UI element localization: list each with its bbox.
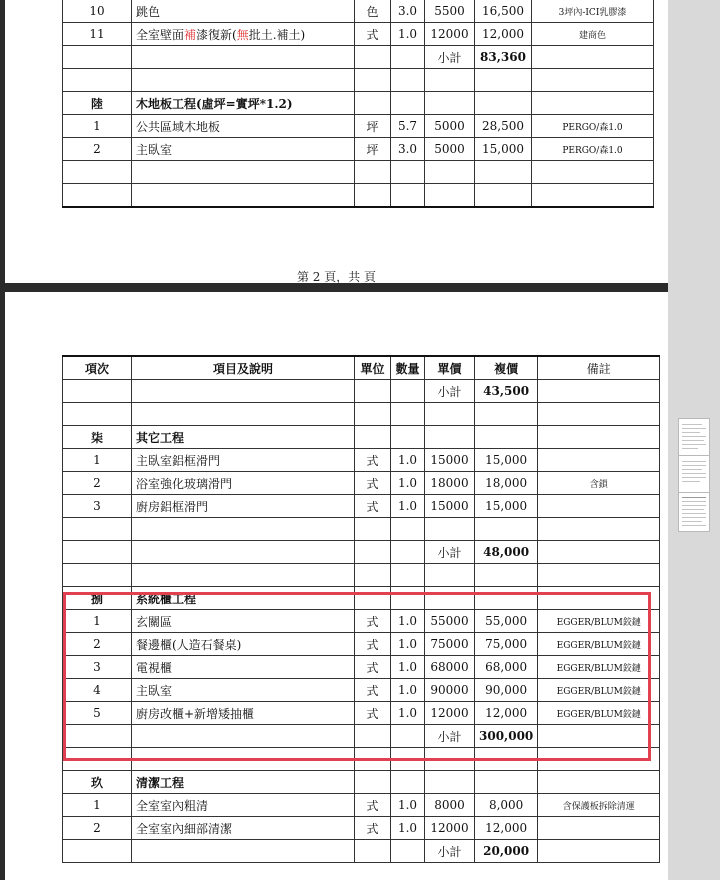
quote-table-page2	[62, 355, 660, 863]
unit-cell: 式	[355, 23, 391, 46]
total-cell: 15,000	[475, 495, 538, 518]
qty-cell: 1.0	[391, 495, 425, 518]
note-cell: 含鎖	[538, 472, 660, 495]
quote-table-page1	[62, 0, 654, 208]
item-desc: 全室室內細部清潔	[132, 817, 355, 840]
subtotal-value: 300,000	[475, 725, 538, 748]
table-row	[63, 449, 660, 472]
note-cell: EGGER/BLUM鉸鏈	[538, 702, 660, 725]
total-cell: 15,000	[475, 138, 532, 161]
total-cell: 55,000	[475, 610, 538, 633]
document-page-1	[5, 0, 668, 283]
note-cell: PERGO/森1.0	[532, 115, 654, 138]
item-desc: 主臥室鋁框滑門	[132, 449, 355, 472]
item-desc: 餐邊櫃(人造石餐桌)	[132, 633, 355, 656]
unit-cell: 坪	[355, 115, 391, 138]
qty-cell: 1.0	[391, 679, 425, 702]
subtotal-value: 48,000	[475, 541, 538, 564]
price-cell: 8000	[425, 794, 475, 817]
header-unit: 單位	[355, 356, 391, 380]
subtotal-label: 小計	[425, 725, 475, 748]
header-item: 項目及說明	[132, 356, 355, 380]
page-thumbnail-current[interactable]	[678, 492, 710, 532]
qty-cell: 1.0	[391, 794, 425, 817]
subtotal-row	[63, 541, 660, 564]
page-thumbnail-sidebar[interactable]	[668, 0, 720, 880]
qty-cell: 1.0	[391, 656, 425, 679]
table-row	[63, 138, 654, 161]
item-desc: 電視櫃	[132, 656, 355, 679]
table-row	[63, 633, 660, 656]
total-cell: 8,000	[475, 794, 538, 817]
price-cell: 12000	[425, 702, 475, 725]
unit-cell: 色	[355, 0, 391, 23]
subtotal-value: 20,000	[475, 840, 538, 863]
subtotal-label: 小計	[425, 46, 475, 69]
blank-row	[63, 403, 660, 426]
table-row	[63, 0, 654, 23]
unit-cell: 式	[355, 656, 391, 679]
section-no: 捌	[63, 587, 132, 610]
unit-cell: 坪	[355, 138, 391, 161]
header-price: 單價	[425, 356, 475, 380]
note-cell: EGGER/BLUM鉸鏈	[538, 656, 660, 679]
qty-cell: 1.0	[391, 472, 425, 495]
subtotal-value: 43,500	[475, 380, 538, 403]
item-no: 3	[63, 495, 132, 518]
page-thumbnail[interactable]	[678, 418, 710, 458]
item-no: 4	[63, 679, 132, 702]
table-row	[63, 495, 660, 518]
qty-cell: 1.0	[391, 817, 425, 840]
price-cell: 5000	[425, 115, 475, 138]
header-note: 備註	[538, 356, 660, 380]
unit-cell: 式	[355, 472, 391, 495]
item-desc: 浴室強化玻璃滑門	[132, 472, 355, 495]
subtotal-label: 小計	[425, 840, 475, 863]
blank-row	[63, 564, 660, 587]
qty-cell: 1.0	[391, 23, 425, 46]
price-cell: 5500	[425, 0, 475, 23]
page-footer: 第 2 頁，共 頁	[296, 270, 377, 283]
price-cell: 5000	[425, 138, 475, 161]
total-cell: 12,000	[475, 817, 538, 840]
total-cell: 16,500	[475, 0, 532, 23]
total-cell: 28,500	[475, 115, 532, 138]
section-title: 系統櫃工程	[132, 587, 355, 610]
blank-row	[63, 161, 654, 184]
qty-cell: 1.0	[391, 633, 425, 656]
section-row	[63, 771, 660, 794]
unit-cell: 式	[355, 633, 391, 656]
item-no: 1	[63, 794, 132, 817]
desc-part: 批土.補土)	[248, 27, 306, 42]
item-desc: 廚房鋁框滑門	[132, 495, 355, 518]
price-cell: 15000	[425, 495, 475, 518]
subtotal-row	[63, 725, 660, 748]
table-row	[63, 817, 660, 840]
qty-cell: 5.7	[391, 115, 425, 138]
unit-cell: 式	[355, 610, 391, 633]
total-cell: 12,000	[475, 23, 532, 46]
total-cell: 75,000	[475, 633, 538, 656]
unit-cell: 式	[355, 449, 391, 472]
table-row	[63, 472, 660, 495]
section-row	[63, 92, 654, 115]
total-cell: 15,000	[475, 449, 538, 472]
table-row	[63, 610, 660, 633]
note-cell	[538, 495, 660, 518]
item-no: 3	[63, 656, 132, 679]
item-no: 2	[63, 138, 132, 161]
header-no: 項次	[63, 356, 132, 380]
blank-row	[63, 518, 660, 541]
qty-cell: 1.0	[391, 610, 425, 633]
item-no: 1	[63, 115, 132, 138]
unit-cell: 式	[355, 817, 391, 840]
total-cell: 68,000	[475, 656, 538, 679]
qty-cell: 1.0	[391, 702, 425, 725]
header-total: 複價	[475, 356, 538, 380]
note-cell	[538, 817, 660, 840]
qty-cell: 3.0	[391, 138, 425, 161]
section-title: 清潔工程	[132, 771, 355, 794]
unit-cell: 式	[355, 679, 391, 702]
table-row	[63, 794, 660, 817]
section-no: 陸	[63, 92, 132, 115]
section-no: 柒	[63, 426, 132, 449]
item-no: 2	[63, 633, 132, 656]
price-cell: 68000	[425, 656, 475, 679]
header-row	[63, 356, 660, 380]
note-cell	[538, 449, 660, 472]
note-cell: EGGER/BLUM鉸鏈	[538, 633, 660, 656]
item-no: 11	[63, 23, 132, 46]
page-thumbnail[interactable]	[678, 455, 710, 495]
item-desc: 廚房改櫃+新增矮抽櫃	[132, 702, 355, 725]
desc-part: 全室壁面	[136, 27, 185, 42]
table-row	[63, 23, 654, 46]
item-no: 2	[63, 472, 132, 495]
note-cell: EGGER/BLUM鉸鏈	[538, 679, 660, 702]
note-cell: 3坪內-ICI乳膠漆	[532, 0, 654, 23]
item-desc: 主臥室	[132, 138, 355, 161]
section-title: 木地板工程(虛坪=實坪*1.2)	[132, 92, 355, 115]
subtotal-row	[63, 46, 654, 69]
total-cell: 90,000	[475, 679, 538, 702]
blank-row	[63, 748, 660, 771]
price-cell: 12000	[425, 23, 475, 46]
total-cell: 12,000	[475, 702, 538, 725]
section-no: 玖	[63, 771, 132, 794]
note-cell: 建商色	[532, 23, 654, 46]
unit-cell: 式	[355, 495, 391, 518]
price-cell: 75000	[425, 633, 475, 656]
blank-row	[63, 184, 654, 208]
unit-cell: 式	[355, 702, 391, 725]
price-cell: 18000	[425, 472, 475, 495]
item-desc: 主臥室	[132, 679, 355, 702]
item-desc: 全室室內粗清	[132, 794, 355, 817]
subtotal-row	[63, 380, 660, 403]
section-row	[63, 426, 660, 449]
item-desc	[132, 23, 355, 46]
subtotal-value: 83,360	[475, 46, 532, 69]
total-cell: 18,000	[475, 472, 538, 495]
price-cell: 90000	[425, 679, 475, 702]
section-title: 其它工程	[132, 426, 355, 449]
desc-part-red: 無	[236, 27, 249, 42]
item-no: 1	[63, 610, 132, 633]
item-no: 5	[63, 702, 132, 725]
qty-cell: 1.0	[391, 449, 425, 472]
document-page-2	[5, 292, 668, 880]
item-no: 10	[63, 0, 132, 23]
price-cell: 15000	[425, 449, 475, 472]
item-no: 2	[63, 817, 132, 840]
subtotal-label: 小計	[425, 541, 475, 564]
qty-cell: 3.0	[391, 0, 425, 23]
table-row	[63, 656, 660, 679]
subtotal-label: 小計	[425, 380, 475, 403]
table-row	[63, 679, 660, 702]
note-cell: 含保護板拆除清運	[538, 794, 660, 817]
price-cell: 12000	[425, 817, 475, 840]
item-no: 1	[63, 449, 132, 472]
note-cell: PERGO/森1.0	[532, 138, 654, 161]
desc-part-red: 補	[184, 27, 197, 42]
price-cell: 55000	[425, 610, 475, 633]
blank-row	[63, 69, 654, 92]
header-qty: 數量	[391, 356, 425, 380]
desc-part: 漆復新(	[196, 27, 237, 42]
table-row	[63, 115, 654, 138]
unit-cell: 式	[355, 794, 391, 817]
table-row	[63, 702, 660, 725]
item-desc: 跳色	[132, 0, 355, 23]
item-desc: 公共區域木地板	[132, 115, 355, 138]
subtotal-row	[63, 840, 660, 863]
item-desc: 玄關區	[132, 610, 355, 633]
note-cell: EGGER/BLUM鉸鏈	[538, 610, 660, 633]
section-row	[63, 587, 660, 610]
